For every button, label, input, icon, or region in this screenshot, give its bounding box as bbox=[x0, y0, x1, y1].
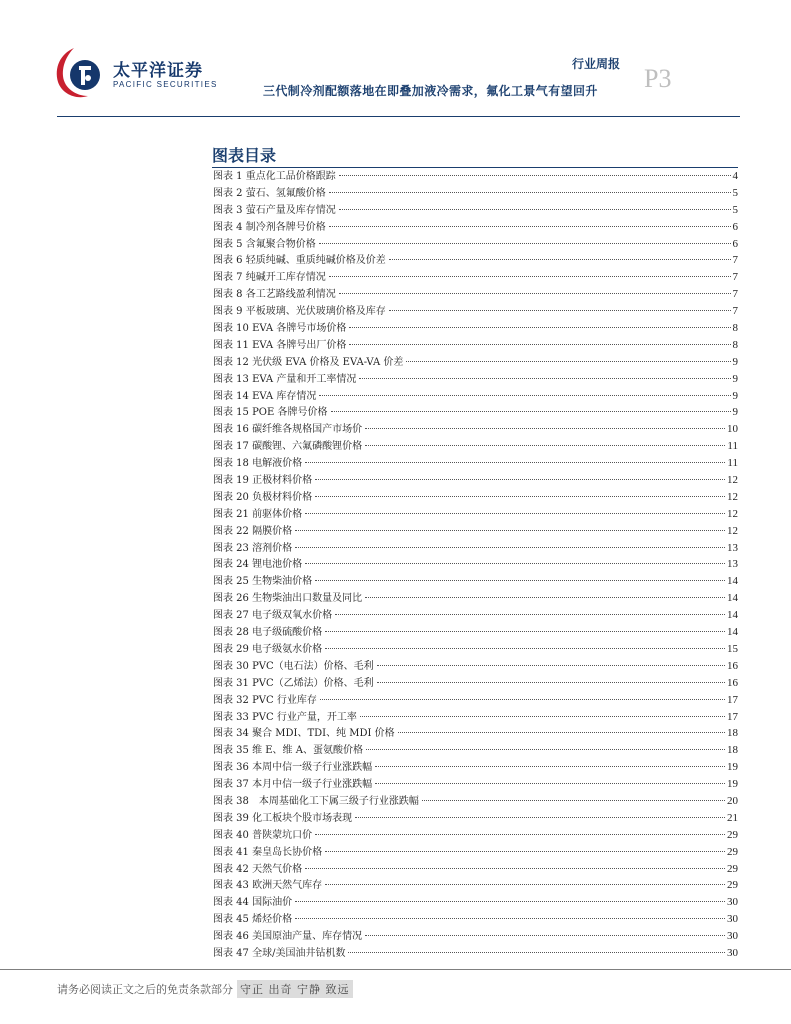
toc-entry-page: 6 bbox=[732, 220, 738, 233]
toc-entry[interactable] bbox=[213, 877, 738, 894]
toc-dot-leader bbox=[359, 378, 730, 379]
toc-dot-leader bbox=[325, 851, 725, 852]
toc-dot-leader bbox=[389, 310, 731, 311]
toc-entry[interactable] bbox=[213, 219, 738, 236]
toc-entry-label: 图表 2 萤石、氢氟酸价格 bbox=[213, 187, 326, 199]
toc-entry-label: 图表 10 EVA 各牌号市场价格 bbox=[213, 323, 347, 335]
toc-dot-leader bbox=[339, 293, 731, 294]
toc-entry-page: 11 bbox=[727, 457, 738, 470]
toc-entry[interactable] bbox=[213, 945, 738, 962]
toc-entry-label: 图表 30 PVC（电石法）价格、毛利 bbox=[213, 660, 374, 672]
toc-entry-label: 图表 1 重点化工品价格跟踪 bbox=[213, 171, 336, 182]
toc-dot-leader bbox=[335, 614, 725, 615]
toc-entry[interactable] bbox=[213, 354, 738, 371]
toc-entry-label: 图表 46 美国原油产量、库存情况 bbox=[213, 931, 363, 943]
toc-entry-page: 8 bbox=[732, 322, 738, 335]
toc-dot-leader bbox=[389, 259, 731, 260]
toc-entry[interactable] bbox=[213, 861, 738, 878]
toc-entry-label: 图表 22 隔膜价格 bbox=[213, 525, 293, 537]
toc-entry[interactable] bbox=[213, 540, 738, 557]
toc-entry[interactable] bbox=[213, 337, 738, 354]
toc-entry-page: 12 bbox=[727, 474, 738, 487]
toc-entry-page: 5 bbox=[732, 203, 738, 216]
toc-entry[interactable] bbox=[213, 827, 738, 844]
toc-entry[interactable] bbox=[213, 269, 738, 286]
toc-entry-label: 图表 14 EVA 库存情况 bbox=[213, 390, 317, 402]
toc-entry-page: 29 bbox=[727, 879, 738, 892]
toc-entry-page: 12 bbox=[727, 524, 738, 537]
toc-entry-label: 图表 6 轻质纯碱、重质纯碱价格及价差 bbox=[213, 255, 386, 267]
toc-entry-label: 图表 34 聚合 MDI、TDI、纯 MDI 价格 bbox=[213, 728, 395, 740]
toc-entry[interactable] bbox=[213, 928, 738, 945]
toc-entry-page: 16 bbox=[727, 659, 738, 672]
toc-entry-label: 图表 13 EVA 产量和开工率情况 bbox=[213, 373, 357, 385]
toc-entry-label: 图表 23 溶剂价格 bbox=[213, 542, 293, 554]
toc-entry[interactable] bbox=[213, 489, 738, 506]
toc-entry[interactable] bbox=[213, 320, 738, 337]
toc-entry-page: 17 bbox=[727, 693, 738, 706]
toc-entry[interactable] bbox=[213, 421, 738, 438]
toc-entry-page: 8 bbox=[732, 338, 738, 351]
toc-dot-leader bbox=[406, 361, 730, 362]
toc-dot-leader bbox=[349, 344, 730, 345]
toc-dot-leader bbox=[339, 209, 731, 210]
toc-entry-label: 图表 5 含氟聚合物价格 bbox=[213, 238, 316, 250]
toc-entry-label: 图表 28 电子级硫酸价格 bbox=[213, 627, 323, 639]
toc-entry-label: 图表 3 萤石产量及库存情况 bbox=[213, 204, 336, 216]
toc-dot-leader bbox=[366, 749, 725, 750]
toc-entry-page: 18 bbox=[727, 727, 738, 740]
page-footer bbox=[57, 980, 353, 998]
toc-entry-page: 7 bbox=[732, 288, 738, 301]
toc-dot-leader bbox=[329, 226, 731, 227]
toc-entry-page: 29 bbox=[727, 862, 738, 875]
toc-entry-label: 图表 43 欧洲天然气库存 bbox=[213, 880, 323, 892]
toc-dot-leader bbox=[377, 682, 725, 683]
toc-entry-label: 图表 19 正极材料价格 bbox=[213, 475, 313, 487]
toc-title: 图表目录 bbox=[212, 146, 277, 165]
toc-entry-page: 13 bbox=[727, 541, 738, 554]
toc-entry[interactable] bbox=[213, 725, 738, 742]
toc-entry-page: 19 bbox=[727, 761, 738, 774]
toc-entry-label: 图表 38 本周基础化工下属三级子行业涨跌幅 bbox=[213, 795, 419, 807]
toc-entry-page: 12 bbox=[727, 507, 738, 520]
toc-entry-page: 17 bbox=[727, 710, 738, 723]
toc-entry-label: 图表 12 光伏级 EVA 价格及 EVA-VA 价差 bbox=[213, 356, 404, 368]
toc-entry[interactable] bbox=[213, 590, 738, 607]
toc-entry[interactable] bbox=[213, 607, 738, 624]
toc-entry-label: 图表 16 碳纤维各规格国产市场价 bbox=[213, 424, 363, 436]
toc-entry-label: 图表 20 负极材料价格 bbox=[213, 491, 313, 503]
toc-dot-leader bbox=[325, 648, 725, 649]
toc-dot-leader bbox=[349, 327, 730, 328]
toc-entry[interactable] bbox=[213, 810, 738, 827]
brand-name-cn: 太平洋证券 bbox=[113, 61, 203, 81]
toc-dot-leader bbox=[360, 716, 725, 717]
toc-entry-label: 图表 26 生物柴油出口数量及同比 bbox=[213, 593, 363, 605]
toc-entry-page: 7 bbox=[732, 254, 738, 267]
toc-dot-leader bbox=[320, 699, 725, 700]
toc-entry-page: 6 bbox=[732, 237, 738, 250]
toc-entry-label: 图表 40 普陕蒙坑口价 bbox=[213, 829, 313, 841]
toc-dot-leader bbox=[319, 395, 730, 396]
toc-entry[interactable] bbox=[213, 388, 738, 405]
toc-entry-page: 16 bbox=[727, 676, 738, 689]
toc-entry[interactable] bbox=[213, 844, 738, 861]
toc-entry[interactable] bbox=[213, 202, 738, 219]
toc-dot-leader bbox=[365, 428, 725, 429]
toc-entry-label: 图表 4 制冷剂各牌号价格 bbox=[213, 221, 326, 233]
toc-entry-page: 7 bbox=[732, 305, 738, 318]
toc-dot-leader bbox=[315, 479, 725, 480]
toc-entry-label: 图表 36 本周中信一级子行业涨跌幅 bbox=[213, 762, 373, 774]
toc-entry-page: 19 bbox=[727, 778, 738, 791]
toc-dot-leader bbox=[295, 530, 725, 531]
toc-entry[interactable] bbox=[213, 692, 738, 709]
toc-entry[interactable] bbox=[213, 573, 738, 590]
toc-entry-page: 21 bbox=[727, 811, 738, 824]
toc-dot-leader bbox=[315, 834, 725, 835]
toc-entry-page: 9 bbox=[732, 406, 738, 419]
page-header bbox=[0, 0, 791, 120]
toc-entry[interactable] bbox=[213, 236, 738, 253]
toc-entry-page: 30 bbox=[727, 946, 738, 959]
toc-entry-page: 13 bbox=[727, 558, 738, 571]
toc-dot-leader bbox=[375, 783, 725, 784]
page-number: P3 bbox=[644, 64, 672, 93]
toc-entry-page: 20 bbox=[727, 794, 738, 807]
toc-dot-leader bbox=[365, 935, 725, 936]
toc-entry-label: 图表 9 平板玻璃、光伏玻璃价格及库存 bbox=[213, 306, 386, 318]
toc-entry-page: 29 bbox=[727, 845, 738, 858]
toc-entry-label: 图表 11 EVA 各牌号出厂价格 bbox=[213, 339, 347, 351]
toc-entry-page: 9 bbox=[732, 355, 738, 368]
toc-dot-leader bbox=[305, 868, 725, 869]
toc-dot-leader bbox=[348, 952, 725, 953]
toc-entry[interactable] bbox=[213, 759, 738, 776]
toc-entry-label: 图表 18 电解液价格 bbox=[213, 458, 303, 470]
toc-entry-page: 15 bbox=[727, 642, 738, 655]
footer-slogan: 守正 出奇 宁静 致远 bbox=[237, 980, 353, 998]
toc-dot-leader bbox=[331, 411, 731, 412]
toc-entry[interactable] bbox=[213, 556, 738, 573]
toc-entry-label: 图表 41 秦皇岛长协价格 bbox=[213, 846, 323, 858]
toc-entry[interactable] bbox=[213, 742, 738, 759]
toc-dot-leader bbox=[325, 631, 725, 632]
toc-dot-leader bbox=[355, 817, 725, 818]
toc-dot-leader bbox=[315, 496, 725, 497]
toc-entry[interactable] bbox=[213, 506, 738, 523]
toc-entry-label: 图表 29 电子级氨水价格 bbox=[213, 643, 323, 655]
toc-entry-label: 图表 7 纯碱开工库存情况 bbox=[213, 272, 326, 284]
toc-entry-label: 图表 33 PVC 行业产量，开工率 bbox=[213, 711, 357, 723]
toc-entry-page: 7 bbox=[732, 271, 738, 284]
toc-entry[interactable] bbox=[213, 371, 738, 388]
toc-entry-label: 图表 25 生物柴油价格 bbox=[213, 576, 313, 588]
toc-dot-leader bbox=[305, 513, 725, 514]
toc-entry-page: 14 bbox=[727, 575, 738, 588]
toc-entry-label: 图表 39 化工板块个股市场表现 bbox=[213, 812, 353, 824]
toc-entry-page: 30 bbox=[727, 913, 738, 926]
toc-entry-label: 图表 35 维 E、维 A、蛋氨酸价格 bbox=[213, 745, 363, 757]
toc-entry-label: 图表 31 PVC（乙烯法）价格、毛利 bbox=[213, 677, 374, 689]
toc-entry-label: 图表 27 电子级双氧水价格 bbox=[213, 610, 333, 622]
toc-dot-leader bbox=[398, 732, 725, 733]
toc-entry[interactable] bbox=[213, 793, 738, 810]
report-type: 行业周报 bbox=[572, 57, 621, 71]
toc-dot-leader bbox=[305, 462, 725, 463]
toc-dot-leader bbox=[305, 563, 725, 564]
toc-entry-page: 9 bbox=[732, 389, 738, 402]
toc-entry[interactable] bbox=[213, 185, 738, 202]
toc-list bbox=[213, 168, 738, 962]
toc-entry[interactable] bbox=[213, 641, 738, 658]
toc-entry-label: 图表 21 前驱体价格 bbox=[213, 508, 303, 520]
toc-entry-page: 4 bbox=[732, 170, 738, 182]
toc-entry[interactable] bbox=[213, 523, 738, 540]
toc-entry-page: 14 bbox=[727, 592, 738, 605]
toc-entry-page: 14 bbox=[727, 609, 738, 622]
toc-entry[interactable] bbox=[213, 404, 738, 421]
brand-name-en: PACIFIC SECURITIES bbox=[113, 80, 218, 89]
toc-entry-label: 图表 44 国际油价 bbox=[213, 897, 293, 909]
toc-dot-leader bbox=[319, 243, 731, 244]
toc-dot-leader bbox=[375, 766, 725, 767]
toc-dot-leader bbox=[422, 800, 725, 801]
toc-entry-label: 图表 45 烯烃价格 bbox=[213, 914, 293, 926]
toc-entry-page: 11 bbox=[727, 440, 738, 453]
toc-dot-leader bbox=[377, 665, 725, 666]
toc-entry-label: 图表 15 POE 各牌号价格 bbox=[213, 407, 328, 419]
toc-entry[interactable] bbox=[213, 303, 738, 320]
toc-entry[interactable] bbox=[213, 438, 738, 455]
toc-entry-page: 14 bbox=[727, 626, 738, 639]
toc-entry-label: 图表 32 PVC 行业库存 bbox=[213, 694, 317, 706]
toc-entry-page: 30 bbox=[727, 930, 738, 943]
toc-dot-leader bbox=[329, 276, 731, 277]
toc-entry-page: 30 bbox=[727, 896, 738, 909]
toc-entry-label: 图表 47 全球/美国油井钻机数 bbox=[213, 947, 346, 959]
toc-entry-page: 5 bbox=[732, 186, 738, 199]
toc-dot-leader bbox=[295, 901, 725, 902]
toc-entry-label: 图表 8 各工艺路线盈利情况 bbox=[213, 289, 336, 301]
toc-dot-leader bbox=[339, 175, 731, 176]
footer-divider bbox=[0, 969, 791, 970]
toc-dot-leader bbox=[325, 884, 725, 885]
pacific-securities-logo-icon bbox=[52, 42, 110, 100]
toc-dot-leader bbox=[295, 547, 725, 548]
toc-entry-label: 图表 24 锂电池价格 bbox=[213, 559, 303, 571]
toc-entry[interactable] bbox=[213, 776, 738, 793]
toc-entry-label: 图表 17 碳酸锂、六氟磷酸锂价格 bbox=[213, 441, 363, 453]
toc-entry[interactable] bbox=[213, 472, 738, 489]
toc-entry[interactable] bbox=[213, 624, 738, 641]
toc-entry[interactable] bbox=[213, 911, 738, 928]
toc-entry-page: 10 bbox=[727, 423, 738, 436]
toc-entry-page: 18 bbox=[727, 744, 738, 757]
toc-entry[interactable] bbox=[213, 709, 738, 726]
toc-entry[interactable] bbox=[213, 168, 738, 185]
toc-entry[interactable] bbox=[213, 675, 738, 692]
toc-entry[interactable] bbox=[213, 252, 738, 269]
report-headline: 三代制冷剂配额落地在即叠加液冷需求，氟化工景气有望回升 bbox=[263, 84, 598, 98]
toc-entry-page: 12 bbox=[727, 490, 738, 503]
toc-dot-leader bbox=[315, 580, 725, 581]
toc-dot-leader bbox=[365, 597, 725, 598]
toc-entry-label: 图表 42 天然气价格 bbox=[213, 863, 303, 875]
toc-entry[interactable] bbox=[213, 658, 738, 675]
toc-entry[interactable] bbox=[213, 894, 738, 911]
toc-entry-page: 9 bbox=[732, 372, 738, 385]
toc-dot-leader bbox=[365, 445, 725, 446]
toc-entry-label: 图表 37 本月中信一级子行业涨跌幅 bbox=[213, 779, 373, 791]
toc-entry-page: 29 bbox=[727, 828, 738, 841]
toc-dot-leader bbox=[329, 192, 731, 193]
toc-entry[interactable] bbox=[213, 455, 738, 472]
footer-disclaimer: 请务必阅读正文之后的免责条款部分 bbox=[57, 983, 233, 996]
toc-dot-leader bbox=[295, 918, 725, 919]
header-divider bbox=[57, 116, 740, 117]
toc-entry[interactable] bbox=[213, 286, 738, 303]
